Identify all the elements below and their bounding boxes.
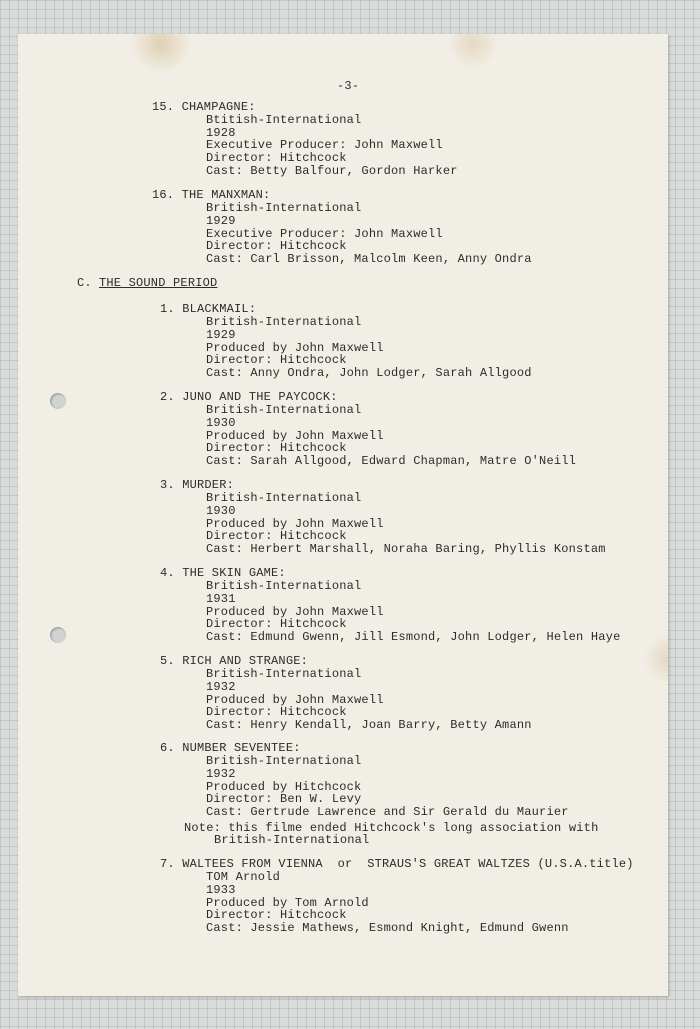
- entry-c6-producer: Produced by Hitchcock: [206, 780, 362, 794]
- entry-15-year: 1928: [206, 126, 236, 140]
- entry-16-studio: British-International: [206, 201, 362, 215]
- punch-hole-bottom: [50, 627, 66, 643]
- entry-c5-studio: British-International: [206, 667, 362, 681]
- entry-c1-cast: Cast: Anny Ondra, John Lodger, Sarah Allgood: [206, 366, 532, 380]
- entry-c3-cast: Cast: Herbert Marshall, Noraha Baring, Phyllis Konstam: [206, 542, 606, 556]
- entry-15-director: Director: Hitchcock: [206, 151, 347, 165]
- entry-c5-producer: Produced by John Maxwell: [206, 693, 384, 707]
- entry-c2-cast: Cast: Sarah Allgood, Edward Chapman, Matre O'Neill: [206, 454, 577, 468]
- entry-c5-director: Director: Hitchcock: [206, 705, 347, 719]
- entry-16-title: 16. THE MANXMAN:: [152, 188, 271, 202]
- entry-c1-year: 1929: [206, 328, 236, 342]
- entry-c2-producer: Produced by John Maxwell: [206, 429, 384, 443]
- entry-c2-year: 1930: [206, 416, 236, 430]
- entry-c4-studio: British-International: [206, 579, 362, 593]
- entry-c3-director: Director: Hitchcock: [206, 529, 347, 543]
- entry-16-director: Director: Hitchcock: [206, 239, 347, 253]
- entry-c7-year: 1933: [206, 883, 236, 897]
- section-c-heading: THE SOUND PERIOD: [99, 276, 218, 290]
- entry-c4-year: 1931: [206, 592, 236, 606]
- entry-c4-producer: Produced by John Maxwell: [206, 605, 384, 619]
- entry-c3-year: 1930: [206, 504, 236, 518]
- entry-c1-producer: Produced by John Maxwell: [206, 341, 384, 355]
- entry-c7-title: 7. WALTEES FROM VIENNA or STRAUS'S GREAT WALTZES (U.S.A.title): [160, 857, 634, 871]
- entry-c2-studio: British-International: [206, 403, 362, 417]
- entry-c4-cast: Cast: Edmund Gwenn, Jill Esmond, John Lodger, Helen Haye: [206, 630, 621, 644]
- note-line-1: Note: this filme ended Hitchcock's long association with: [184, 821, 599, 835]
- section-c-letter: C.: [77, 276, 92, 290]
- entry-16-cast: Cast: Carl Brisson, Malcolm Keen, Anny Ondra: [206, 252, 532, 266]
- entry-c5-title: 5. RICH AND STRANGE:: [160, 654, 309, 668]
- page-number: -3-: [337, 79, 360, 93]
- entry-c5-cast: Cast: Henry Kendall, Joan Barry, Betty Amann: [206, 718, 532, 732]
- entry-c2-title: 2. JUNO AND THE PAYCOCK:: [160, 390, 338, 404]
- entry-c3-title: 3. MURDER:: [160, 478, 235, 492]
- entry-c7-producer: Produced by Tom Arnold: [206, 896, 369, 910]
- entry-c6-studio: British-International: [206, 754, 362, 768]
- entry-15-producer: Executive Producer: John Maxwell: [206, 138, 443, 152]
- entry-c3-studio: British-International: [206, 491, 362, 505]
- entry-c5-year: 1932: [206, 680, 236, 694]
- entry-c2-director: Director: Hitchcock: [206, 441, 347, 455]
- entry-c4-director: Director: Hitchcock: [206, 617, 347, 631]
- entry-15-studio: Btitish-International: [206, 113, 362, 127]
- document-page: [18, 34, 668, 996]
- entry-c1-title: 1. BLACKMAIL:: [160, 302, 257, 316]
- entry-c7-director: Director: Hitchcock: [206, 908, 347, 922]
- entry-15-cast: Cast: Betty Balfour, Gordon Harker: [206, 164, 458, 178]
- entry-c3-producer: Produced by John Maxwell: [206, 517, 384, 531]
- entry-c1-studio: British-International: [206, 315, 362, 329]
- note-line-2: British-International: [214, 833, 370, 847]
- entry-c6-director: Director: Ben W. Levy: [206, 792, 362, 806]
- entry-15-title: 15. CHAMPAGNE:: [152, 100, 256, 114]
- entry-c4-title: 4. THE SKIN GAME:: [160, 566, 286, 580]
- entry-c7-studio: TOM Arnold: [206, 870, 281, 884]
- entry-c6-cast: Cast: Gertrude Lawrence and Sir Gerald du Maurier: [206, 805, 569, 819]
- entry-c7-cast: Cast: Jessie Mathews, Esmond Knight, Edmund Gwenn: [206, 921, 569, 935]
- punch-hole-top: [50, 393, 66, 409]
- entry-16-producer: Executive Producer: John Maxwell: [206, 227, 443, 241]
- entry-c6-title: 6. NUMBER SEVENTEE:: [160, 741, 301, 755]
- entry-16-year: 1929: [206, 214, 236, 228]
- entry-c6-year: 1932: [206, 767, 236, 781]
- entry-c1-director: Director: Hitchcock: [206, 353, 347, 367]
